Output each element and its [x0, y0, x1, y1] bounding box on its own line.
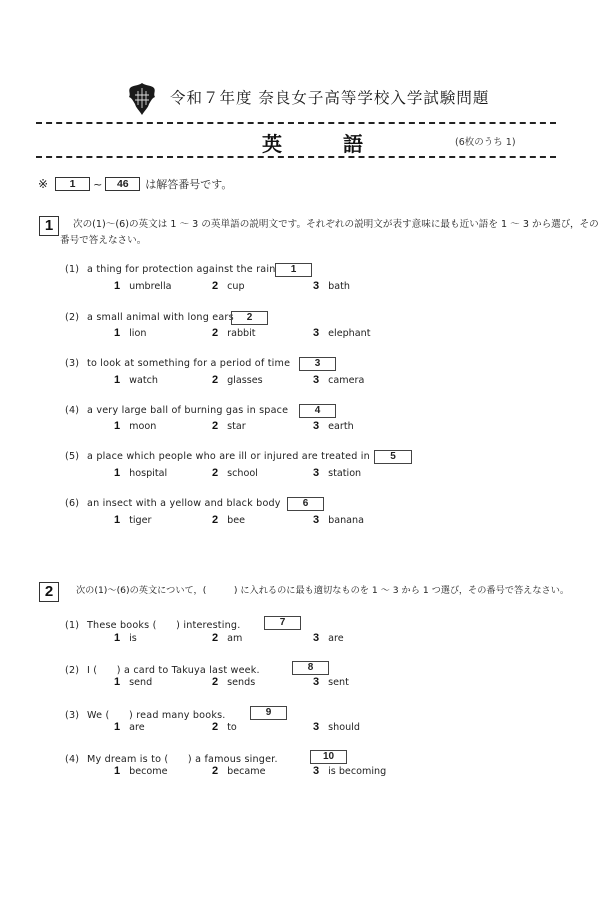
answer-box-8[interactable]: 8: [292, 661, 329, 675]
page-indicator: (6枚のうち 1): [455, 137, 516, 148]
school-emblem-icon: [127, 82, 157, 116]
answer-box-10[interactable]: 10: [310, 750, 347, 764]
option: 1 moon: [114, 420, 157, 432]
section-number-2: 2: [39, 582, 59, 602]
option: 3 are: [313, 632, 344, 644]
option: 1 lion: [114, 327, 147, 339]
option: 1 tiger: [114, 514, 152, 526]
option: 2 became: [212, 765, 266, 777]
option: 1 are: [114, 721, 145, 733]
question-1-1: (1) a thing for protection against the rain: [65, 264, 276, 275]
section-1-instruction-line1: 次の(1)～(6)の英文は 1 ～ 3 の英単語の説明文です。それぞれの説明文が表す意味に最も近い語を 1 ～ 3 から選び，その: [73, 219, 599, 230]
option: 2 sends: [212, 676, 256, 688]
first-answer-box: 1: [55, 177, 90, 191]
subject-char-2: 語: [343, 132, 363, 156]
option: 3 sent: [313, 676, 349, 688]
divider-bottom: [36, 156, 556, 158]
divider-top: [36, 122, 556, 124]
question-1-5: (5) a place which people who are ill or injured are treated in: [65, 451, 370, 462]
question-2-1: (1) These books ( ) interesting.: [65, 620, 241, 631]
question-1-6: (6) an insect with a yellow and black body: [65, 498, 281, 509]
option: 2 am: [212, 632, 243, 644]
option: 2 to: [212, 721, 237, 733]
option: 3 is becoming: [313, 765, 387, 777]
section-2-instruction: 次の(1)～(6)の英文について，( ) に入れるのに最も適切なものを 1 ～ 3 から 1 つ選び，その番号で答えなさい。: [76, 585, 570, 596]
option: 2 rabbit: [212, 327, 256, 339]
option: 3 should: [313, 721, 360, 733]
option: 2 glasses: [212, 374, 263, 386]
answer-box-2[interactable]: 2: [231, 311, 268, 325]
section-1-instruction-line2: 番号で答えなさい。: [60, 235, 147, 246]
answer-box-7[interactable]: 7: [264, 616, 301, 630]
option: 1 become: [114, 765, 168, 777]
option: 2 bee: [212, 514, 246, 526]
exam-title: 令和７年度 奈良女子高等学校入学試験問題: [170, 89, 490, 107]
option: 1 umbrella: [114, 280, 172, 292]
option: 1 hospital: [114, 467, 168, 479]
question-2-3: (3) We ( ) read many books.: [65, 710, 226, 721]
answer-box-4[interactable]: 4: [299, 404, 336, 418]
answer-box-9[interactable]: 9: [250, 706, 287, 720]
subject-char-1: 英: [262, 132, 282, 156]
section-number-1: 1: [39, 216, 59, 236]
answer-number-note: [38, 176, 232, 192]
question-2-2: (2) I ( ) a card to Takuya last week.: [65, 665, 260, 676]
answer-box-3[interactable]: 3: [299, 357, 336, 371]
last-answer-box: 46: [105, 177, 140, 191]
option: 3 elephant: [313, 327, 371, 339]
note-mark: ※: [38, 177, 49, 191]
tilde: ~: [93, 177, 103, 191]
option: 2 school: [212, 467, 258, 479]
option: 3 bath: [313, 280, 350, 292]
option: 1 is: [114, 632, 137, 644]
question-1-3: (3) to look at something for a period of time: [65, 358, 291, 369]
answer-box-1[interactable]: 1: [275, 263, 312, 277]
answer-box-5[interactable]: 5: [374, 450, 412, 464]
option: 2 star: [212, 420, 246, 432]
option: 3 station: [313, 467, 362, 479]
option: 3 banana: [313, 514, 365, 526]
option: 1 watch: [114, 374, 158, 386]
option: 3 earth: [313, 420, 354, 432]
option: 2 cup: [212, 280, 245, 292]
option: 1 send: [114, 676, 153, 688]
answer-box-6[interactable]: 6: [287, 497, 324, 511]
option: 3 camera: [313, 374, 365, 386]
note-text: は解答番号です。: [145, 178, 233, 191]
question-1-4: (4) a very large ball of burning gas in space: [65, 405, 289, 416]
question-2-4: (4) My dream is to ( ) a famous singer.: [65, 754, 278, 765]
question-1-2: (2) a small animal with long ears: [65, 312, 234, 323]
